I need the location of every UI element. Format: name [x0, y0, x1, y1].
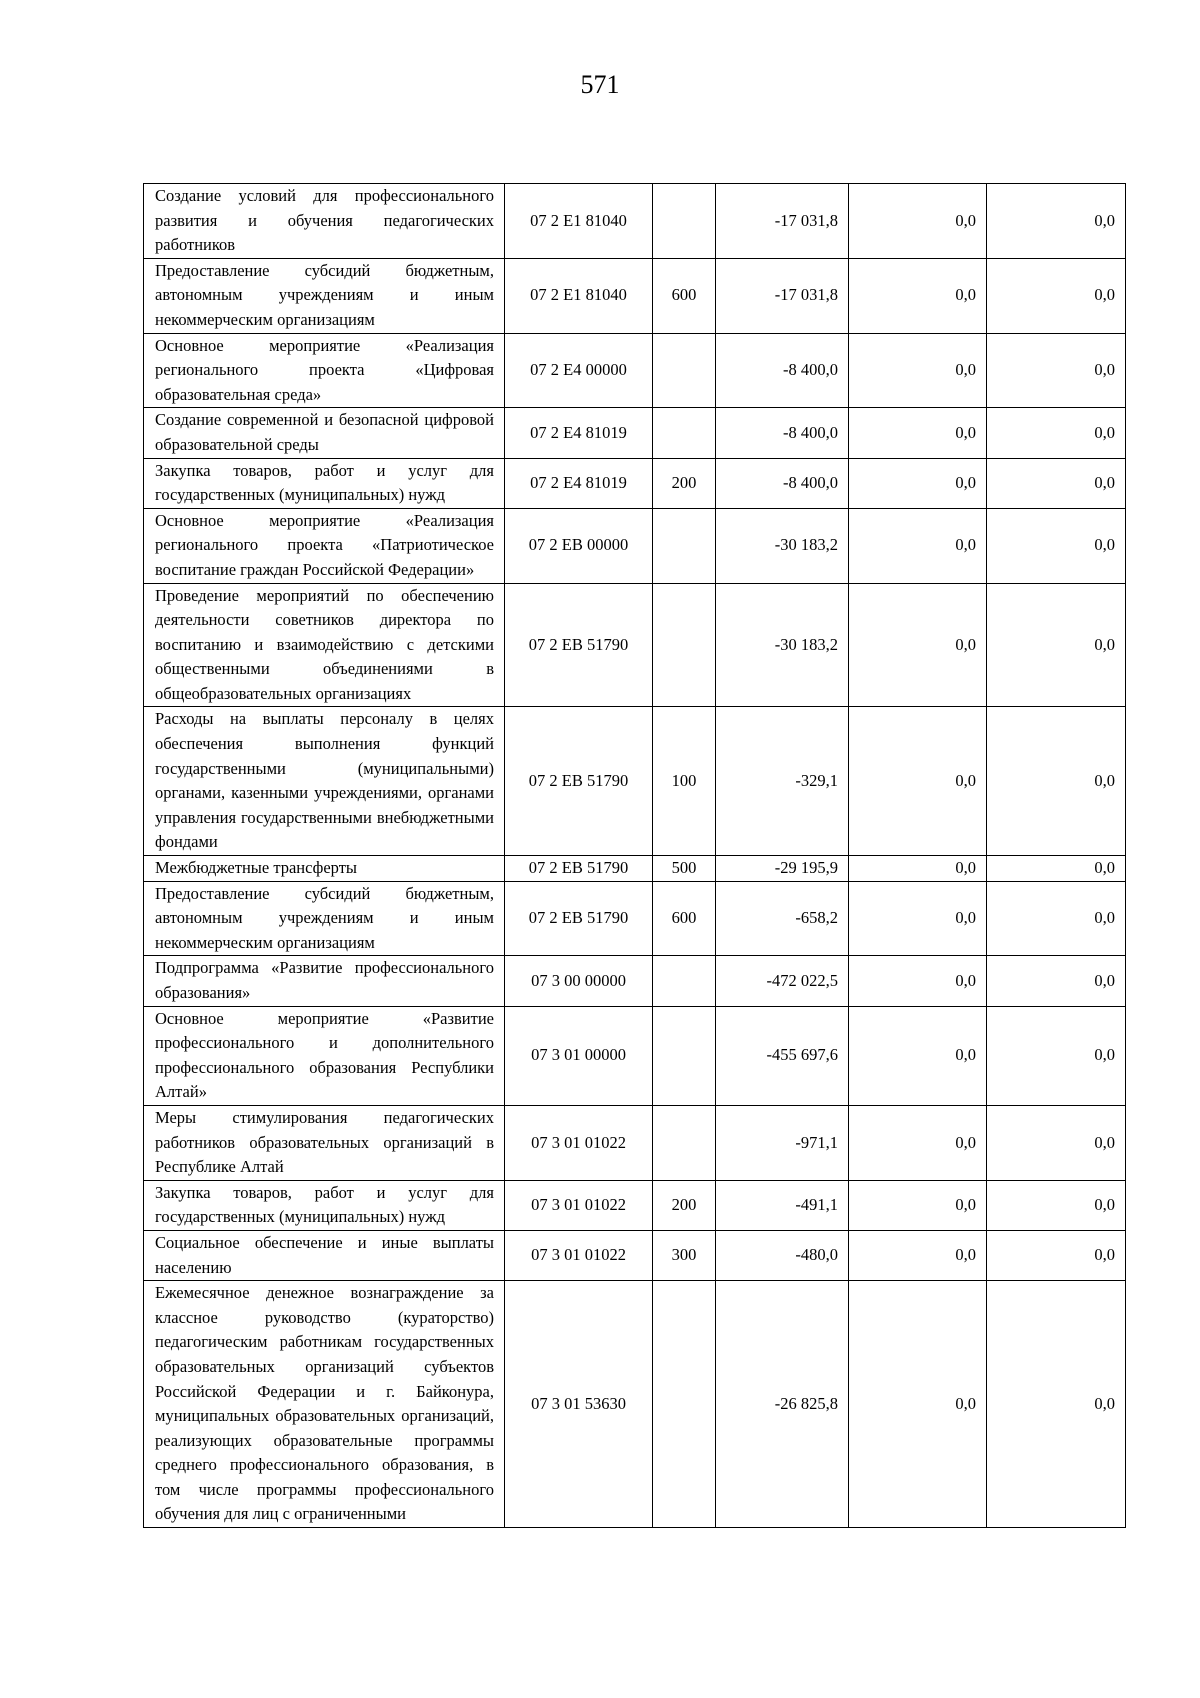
row-amount-3: 0,0: [987, 707, 1126, 856]
row-name: Создание условий для профессионального развития и обучения педагогических работников: [144, 184, 505, 259]
row-amount-1: -329,1: [716, 707, 849, 856]
row-amount-2: 0,0: [849, 458, 987, 508]
row-expense-type: [653, 408, 716, 458]
row-amount-1: -480,0: [716, 1230, 849, 1280]
row-expense-type: 300: [653, 1230, 716, 1280]
row-amount-2: 0,0: [849, 508, 987, 583]
row-expense-type: 500: [653, 856, 716, 882]
table-row: [144, 881, 1126, 956]
row-code: 07 2 E4 81019: [505, 408, 653, 458]
table-row: [144, 1006, 1126, 1105]
table-row: [144, 856, 1126, 882]
row-code: 07 2 E4 00000: [505, 333, 653, 408]
row-amount-3: 0,0: [987, 1006, 1126, 1105]
row-expense-type: [653, 583, 716, 707]
row-amount-2: 0,0: [849, 956, 987, 1006]
row-amount-2: 0,0: [849, 1281, 987, 1528]
row-expense-type: 200: [653, 458, 716, 508]
row-amount-1: -658,2: [716, 881, 849, 956]
row-amount-1: -17 031,8: [716, 184, 849, 259]
row-amount-3: 0,0: [987, 1180, 1126, 1230]
table-row: [144, 1230, 1126, 1280]
table-row: [144, 583, 1126, 707]
row-amount-2: 0,0: [849, 408, 987, 458]
row-expense-type: [653, 184, 716, 259]
row-name: Основное мероприятие «Реализация регионального проекта «Патриотическое воспитание граждан Российской Федерации»: [144, 508, 505, 583]
table-row: [144, 1180, 1126, 1230]
row-code: 07 3 01 01022: [505, 1180, 653, 1230]
row-amount-3: 0,0: [987, 184, 1126, 259]
row-name: Меры стимулирования педагогических работников образовательных организаций в Республике Алтай: [144, 1105, 505, 1180]
table-row: [144, 184, 1126, 259]
row-amount-2: 0,0: [849, 1180, 987, 1230]
row-code: 07 2 E1 81040: [505, 258, 653, 333]
row-expense-type: 600: [653, 258, 716, 333]
row-name: Основное мероприятие «Реализация регионального проекта «Цифровая образовательная среда»: [144, 333, 505, 408]
row-code: 07 3 01 01022: [505, 1105, 653, 1180]
row-name: Основное мероприятие «Развитие профессионального и дополнительного профессионального образования Республики Алтай»: [144, 1006, 505, 1105]
row-amount-3: 0,0: [987, 1105, 1126, 1180]
row-name: Проведение мероприятий по обеспечению деятельности советников директора по воспитанию и взаимодействию с детскими общественными объединениями в общеобразовательных организациях: [144, 583, 505, 707]
table-row: [144, 956, 1126, 1006]
row-code: 07 3 01 01022: [505, 1230, 653, 1280]
row-amount-3: 0,0: [987, 458, 1126, 508]
table-row: [144, 408, 1126, 458]
row-code: 07 2 E1 81040: [505, 184, 653, 259]
row-amount-2: 0,0: [849, 1230, 987, 1280]
row-amount-1: -472 022,5: [716, 956, 849, 1006]
row-amount-3: 0,0: [987, 881, 1126, 956]
row-expense-type: 200: [653, 1180, 716, 1230]
row-amount-2: 0,0: [849, 1006, 987, 1105]
row-amount-1: -8 400,0: [716, 408, 849, 458]
table-row: [144, 1281, 1126, 1528]
row-amount-3: 0,0: [987, 508, 1126, 583]
row-amount-1: -26 825,8: [716, 1281, 849, 1528]
row-code: 07 2 EB 51790: [505, 707, 653, 856]
row-amount-2: 0,0: [849, 184, 987, 259]
row-name: Предоставление субсидий бюджетным, автономным учреждениям и иным некоммерческим организациям: [144, 881, 505, 956]
row-expense-type: [653, 508, 716, 583]
row-amount-1: -8 400,0: [716, 333, 849, 408]
row-amount-1: -17 031,8: [716, 258, 849, 333]
row-amount-3: 0,0: [987, 408, 1126, 458]
row-expense-type: [653, 956, 716, 1006]
row-expense-type: [653, 1006, 716, 1105]
row-name: Предоставление субсидий бюджетным, автономным учреждениям и иным некоммерческим организациям: [144, 258, 505, 333]
row-expense-type: 100: [653, 707, 716, 856]
row-amount-3: 0,0: [987, 1230, 1126, 1280]
row-name: Межбюджетные трансферты: [144, 856, 505, 882]
row-amount-2: 0,0: [849, 856, 987, 882]
table-row: [144, 333, 1126, 408]
row-name: Социальное обеспечение и иные выплаты населению: [144, 1230, 505, 1280]
row-amount-2: 0,0: [849, 333, 987, 408]
row-code: 07 2 EB 51790: [505, 856, 653, 882]
row-amount-3: 0,0: [987, 956, 1126, 1006]
table-row: [144, 508, 1126, 583]
table-row: [144, 1105, 1126, 1180]
page-number: 571: [580, 70, 620, 99]
row-code: 07 2 EB 51790: [505, 583, 653, 707]
row-amount-1: -491,1: [716, 1180, 849, 1230]
row-amount-1: -30 183,2: [716, 508, 849, 583]
row-code: 07 2 EB 51790: [505, 881, 653, 956]
row-amount-1: -971,1: [716, 1105, 849, 1180]
row-code: 07 2 EB 00000: [505, 508, 653, 583]
budget-table: [143, 183, 1126, 1528]
table-row: [144, 258, 1126, 333]
row-amount-3: 0,0: [987, 1281, 1126, 1528]
row-code: 07 2 E4 81019: [505, 458, 653, 508]
row-amount-2: 0,0: [849, 881, 987, 956]
row-name: Расходы на выплаты персоналу в целях обеспечения выполнения функций государственными (муниципальными) органами, казенными учреждениями, органами управления государственными внебюджетными фондами: [144, 707, 505, 856]
row-amount-3: 0,0: [987, 333, 1126, 408]
table-row: [144, 458, 1126, 508]
row-expense-type: [653, 1281, 716, 1528]
row-amount-3: 0,0: [987, 583, 1126, 707]
row-amount-1: -455 697,6: [716, 1006, 849, 1105]
row-name: Закупка товаров, работ и услуг для государственных (муниципальных) нужд: [144, 458, 505, 508]
row-amount-2: 0,0: [849, 707, 987, 856]
row-amount-1: -8 400,0: [716, 458, 849, 508]
table-row: [144, 707, 1126, 856]
row-amount-1: -29 195,9: [716, 856, 849, 882]
row-amount-2: 0,0: [849, 1105, 987, 1180]
row-amount-1: -30 183,2: [716, 583, 849, 707]
row-amount-2: 0,0: [849, 258, 987, 333]
row-name: Подпрограмма «Развитие профессионального образования»: [144, 956, 505, 1006]
row-expense-type: [653, 1105, 716, 1180]
row-amount-3: 0,0: [987, 856, 1126, 882]
row-amount-3: 0,0: [987, 258, 1126, 333]
row-expense-type: 600: [653, 881, 716, 956]
row-expense-type: [653, 333, 716, 408]
row-code: 07 3 01 53630: [505, 1281, 653, 1528]
row-code: 07 3 00 00000: [505, 956, 653, 1006]
row-name: Закупка товаров, работ и услуг для государственных (муниципальных) нужд: [144, 1180, 505, 1230]
row-code: 07 3 01 00000: [505, 1006, 653, 1105]
row-name: Создание современной и безопасной цифровой образовательной среды: [144, 408, 505, 458]
row-name: Ежемесячное денежное вознаграждение за классное руководство (кураторство) педагогическим работникам государственных образовательных организаций субъектов Российской Федерации и г. Байконура, муниципальных образовательных организаций, реализующих образовательные программы среднего профессионального образования, в том числе программы профессионального обучения для лиц с ограниченными: [144, 1281, 505, 1528]
row-amount-2: 0,0: [849, 583, 987, 707]
